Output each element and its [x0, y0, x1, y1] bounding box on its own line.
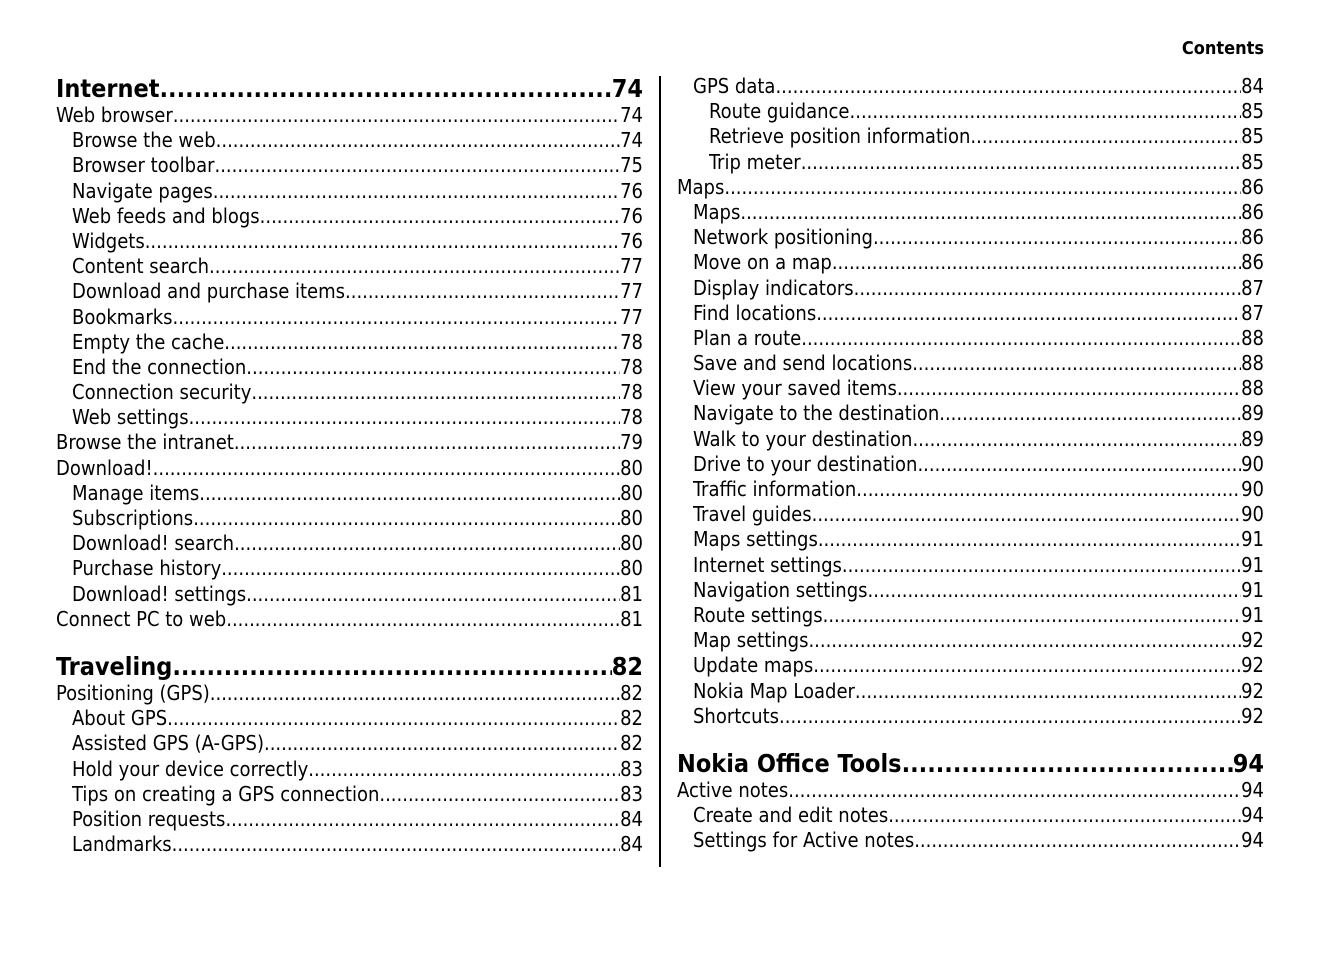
toc-entry-page: 84	[620, 832, 643, 857]
toc-entry-page: 78	[620, 380, 643, 405]
toc-entry-title: Web browser	[56, 103, 173, 127]
toc-entry[interactable]	[56, 456, 643, 481]
dot-leader	[251, 380, 620, 405]
toc-entry-page: 80	[620, 556, 643, 581]
toc-entry[interactable]	[56, 204, 643, 229]
dot-leader	[213, 179, 620, 204]
toc-entry-page: 87	[1241, 300, 1264, 325]
toc-entry-page: 79	[620, 430, 643, 455]
toc-entry-page: 94	[1241, 828, 1264, 853]
dot-leader	[234, 531, 620, 556]
toc-entry[interactable]	[677, 225, 1264, 250]
toc-entry[interactable]	[56, 506, 643, 531]
dot-leader	[193, 506, 620, 531]
toc-entry-title: About GPS	[72, 706, 168, 731]
toc-entry-page: 94	[1241, 803, 1264, 828]
toc-left-column	[56, 74, 643, 857]
toc-entry-title: Trip meter	[709, 149, 801, 174]
dot-leader	[868, 578, 1242, 603]
toc-entry-page: 88	[1241, 376, 1264, 401]
toc-entry-page: 89	[1241, 426, 1264, 451]
toc-entry-page: 85	[1241, 124, 1264, 149]
toc-entry-page: 74	[620, 103, 643, 127]
toc-entry-title: Display indicators	[693, 275, 854, 300]
toc-entry[interactable]	[677, 376, 1264, 401]
dot-leader	[917, 452, 1241, 477]
toc-entry-title: Empty the cache	[72, 329, 225, 354]
toc-entry-title: Shortcuts	[693, 703, 780, 728]
toc-entry-page: 82	[620, 731, 643, 756]
dot-leader	[214, 153, 620, 178]
toc-entry-title: Bookmarks	[72, 304, 173, 329]
toc-entry-page: 86	[1241, 250, 1264, 275]
toc-entry-title: Download!	[56, 455, 153, 480]
toc-entry[interactable]	[677, 150, 1264, 175]
toc-entry-title: Browser toolbar	[72, 153, 215, 178]
toc-entry-title: Assisted GPS (A-GPS)	[72, 731, 264, 756]
toc-entry-title: Nokia Office Tools	[677, 748, 902, 778]
toc-entry-page: 74	[611, 74, 643, 103]
toc-entry[interactable]	[677, 427, 1264, 452]
toc-entry-title: Manage items	[72, 480, 200, 505]
dot-leader	[189, 405, 621, 430]
toc-entry[interactable]	[56, 807, 643, 832]
dot-leader	[856, 477, 1241, 502]
toc-entry-title: Content search	[72, 254, 210, 279]
toc-entry-title: Landmarks	[72, 832, 172, 857]
dot-leader	[167, 706, 620, 731]
toc-entry-page: 76	[620, 228, 643, 253]
dot-leader	[850, 99, 1242, 124]
toc-entry-page: 90	[1241, 477, 1264, 501]
toc-entry[interactable]	[677, 351, 1264, 376]
toc-entry-title: End the connection	[72, 354, 247, 379]
toc-entry[interactable]	[677, 679, 1264, 704]
dot-leader	[226, 607, 620, 632]
toc-chapter-entry[interactable]	[56, 74, 643, 103]
toc-entry-title: Map settings	[693, 628, 809, 653]
toc-entry-page: 82	[620, 706, 643, 731]
toc-entry[interactable]	[677, 74, 1264, 99]
toc-entry[interactable]	[677, 301, 1264, 326]
dot-leader	[873, 225, 1241, 250]
toc-entry-title: Maps	[693, 199, 741, 224]
toc-entry[interactable]	[677, 578, 1264, 603]
toc-entry-title: Browse the web	[72, 128, 216, 153]
toc-entry-page: 92	[1241, 678, 1264, 703]
dot-leader	[724, 175, 1241, 200]
toc-entry-page: 92	[1241, 703, 1264, 728]
dot-leader	[160, 74, 612, 103]
dot-leader	[854, 276, 1241, 301]
toc-entry-page: 84	[1241, 74, 1264, 98]
toc-entry-page: 81	[620, 581, 643, 606]
toc-entry-page: 92	[1241, 653, 1264, 678]
toc-entry-title: Update maps	[693, 653, 814, 678]
toc-entry-page: 77	[620, 304, 643, 329]
toc-entry-title: Travel guides	[693, 502, 812, 527]
dot-leader	[199, 481, 620, 506]
toc-entry-page: 82	[620, 680, 643, 705]
dot-leader	[914, 828, 1241, 853]
toc-entry[interactable]	[56, 279, 643, 304]
toc-entry-title: Subscriptions	[72, 506, 194, 530]
dot-leader	[912, 351, 1241, 376]
toc-entry-page: 88	[1241, 325, 1264, 350]
toc-entry-page: 84	[620, 806, 643, 831]
toc-entry-title: Download! search	[72, 531, 235, 556]
dot-leader	[224, 330, 620, 355]
toc-entry-page: 90	[1241, 451, 1264, 476]
toc-entry[interactable]	[677, 326, 1264, 351]
toc-entry-title: Create and edit notes	[693, 803, 889, 828]
toc-entry[interactable]	[677, 502, 1264, 527]
toc-entry-page: 78	[620, 354, 643, 379]
dot-leader	[939, 401, 1241, 426]
toc-entry-page: 86	[1241, 225, 1264, 250]
toc-entry-title: Maps	[677, 174, 725, 199]
toc-entry-title: Walk to your destination	[693, 426, 913, 451]
dot-leader	[788, 778, 1241, 803]
dot-leader	[173, 305, 621, 330]
dot-leader	[897, 376, 1241, 401]
dot-leader	[153, 456, 620, 481]
toc-entry-page: 86	[1241, 199, 1264, 224]
toc-entry-title: Download and purchase items	[72, 279, 346, 304]
toc-entry-title: Hold your device correctly	[72, 756, 309, 781]
dot-leader	[855, 679, 1241, 704]
toc-entry[interactable]	[56, 832, 643, 857]
toc-entry[interactable]	[677, 704, 1264, 729]
toc-entry-page: 76	[620, 203, 643, 228]
toc-entry[interactable]	[677, 828, 1264, 853]
toc-entry-title: Find locations	[693, 300, 817, 325]
toc-entry[interactable]	[677, 527, 1264, 552]
toc-entry-title: Navigate to the destination	[693, 401, 940, 426]
toc-entry-page: 77	[620, 279, 643, 304]
toc-entry-page: 91	[1241, 602, 1264, 627]
toc-entry-page: 86	[1241, 174, 1264, 199]
toc-entry-page: 82	[611, 651, 643, 681]
toc-entry[interactable]	[677, 124, 1264, 149]
dot-leader	[172, 652, 611, 681]
toc-entry-page: 94	[1232, 748, 1264, 778]
toc-entry-title: Nokia Map Loader	[693, 678, 855, 703]
toc-entry-page: 77	[620, 254, 643, 279]
toc-entry[interactable]	[56, 179, 643, 204]
toc-entry[interactable]	[56, 731, 643, 756]
toc-entry-title: GPS data	[693, 74, 776, 98]
toc-entry-title: Browse the intranet	[56, 430, 234, 455]
column-divider	[659, 76, 661, 867]
toc-entry[interactable]	[56, 556, 643, 581]
toc-entry-title: Drive to your destination	[693, 451, 918, 476]
toc-entry-page: 80	[620, 531, 643, 556]
toc-entry-page: 85	[1241, 99, 1264, 124]
toc-entry-title: Traveling	[56, 651, 173, 681]
toc-entry-title: Connection security	[72, 380, 252, 405]
toc-entry[interactable]	[677, 803, 1264, 828]
dot-leader	[172, 832, 620, 857]
dot-leader	[813, 653, 1241, 678]
dot-leader	[246, 355, 620, 380]
dot-leader	[816, 301, 1241, 326]
toc-entry[interactable]	[677, 452, 1264, 477]
toc-entry-page: 75	[620, 153, 643, 178]
toc-entry[interactable]	[56, 531, 643, 556]
toc-entry-page: 81	[620, 606, 643, 631]
toc-entry-page: 76	[620, 178, 643, 203]
toc-entry-title: Route settings	[693, 602, 823, 627]
dot-leader	[888, 803, 1241, 828]
dot-leader	[246, 582, 620, 607]
toc-entry-title: Network positioning	[693, 225, 873, 250]
dot-leader	[210, 681, 620, 706]
toc-entry-page: 92	[1241, 628, 1264, 653]
dot-leader	[379, 782, 620, 807]
toc-entry[interactable]	[677, 200, 1264, 225]
toc-entry[interactable]	[56, 405, 643, 430]
toc-entry-title: Positioning (GPS)	[56, 680, 210, 705]
page-header: Contents	[1181, 38, 1264, 59]
toc-entry-page: 90	[1241, 502, 1264, 527]
toc-entry-title: Maps settings	[693, 527, 818, 552]
dot-leader	[145, 229, 620, 254]
toc-entry-page: 91	[1241, 552, 1264, 577]
toc-entry-page: 83	[620, 756, 643, 781]
toc-entry-title: Position requests	[72, 806, 226, 831]
toc-entry[interactable]	[56, 681, 643, 706]
toc-entry[interactable]	[56, 481, 643, 506]
dot-leader	[779, 704, 1241, 729]
toc-entry-page: 91	[1241, 527, 1264, 552]
toc-entry-title: Internet settings	[693, 552, 842, 577]
toc-entry-title: Web feeds and blogs	[72, 203, 260, 228]
toc-entry[interactable]	[56, 128, 643, 153]
toc-entry[interactable]	[677, 628, 1264, 653]
toc-entry-title: Internet	[56, 74, 160, 103]
dot-leader	[740, 200, 1241, 225]
toc-entry-title: Route guidance	[709, 99, 850, 124]
toc-entry-title: Download! settings	[72, 581, 247, 606]
toc-entry[interactable]	[56, 430, 643, 455]
dot-leader	[812, 502, 1242, 527]
toc-entry-page: 88	[1241, 351, 1264, 376]
toc-entry[interactable]	[56, 782, 643, 807]
dot-leader	[842, 553, 1241, 578]
dot-leader	[902, 749, 1233, 778]
dot-leader	[260, 204, 620, 229]
dot-leader	[832, 250, 1241, 275]
toc-entry-title: View your saved items	[693, 376, 897, 401]
toc-entry-page: 83	[620, 781, 643, 806]
toc-entry[interactable]	[56, 706, 643, 731]
toc-entry[interactable]	[56, 582, 643, 607]
toc-entry[interactable]	[677, 250, 1264, 275]
toc-entry-page: 78	[620, 329, 643, 354]
toc-entry-title: Tips on creating a GPS connection	[72, 781, 380, 806]
toc-entry-title: Save and send locations	[693, 351, 913, 376]
toc-entry-page: 80	[620, 506, 643, 530]
toc-entry-page: 74	[620, 128, 643, 153]
dot-leader	[823, 603, 1242, 628]
dot-leader	[808, 628, 1241, 653]
toc-entry[interactable]	[677, 401, 1264, 426]
toc-entry[interactable]	[677, 276, 1264, 301]
toc-entry[interactable]	[677, 778, 1264, 803]
dot-leader	[801, 326, 1241, 351]
dot-leader	[216, 128, 620, 153]
toc-entry-title: Purchase history	[72, 556, 222, 581]
toc-entry[interactable]	[56, 330, 643, 355]
toc-entry[interactable]	[677, 653, 1264, 678]
toc-entry-title: Active notes	[677, 777, 789, 802]
dot-leader	[225, 807, 620, 832]
dot-leader	[173, 103, 620, 128]
toc-entry[interactable]	[677, 553, 1264, 578]
toc-entry-title: Settings for Active notes	[693, 828, 915, 853]
toc-entry-title: Navigate pages	[72, 178, 213, 203]
dot-leader	[912, 427, 1241, 452]
toc-entry[interactable]	[56, 380, 643, 405]
toc-entry-title: Retrieve position information	[709, 124, 971, 149]
toc-entry[interactable]	[677, 477, 1264, 502]
toc-entry[interactable]	[677, 175, 1264, 200]
dot-leader	[818, 527, 1241, 552]
toc-entry[interactable]	[56, 229, 643, 254]
dot-leader	[308, 757, 620, 782]
toc-entry-title: Plan a route	[693, 325, 802, 350]
toc-entry[interactable]	[56, 757, 643, 782]
toc-entry[interactable]	[677, 99, 1264, 124]
toc-entry-title: Widgets	[72, 228, 145, 253]
dot-leader	[234, 430, 620, 455]
toc-entry-page: 89	[1241, 401, 1264, 426]
toc-entry[interactable]	[56, 305, 643, 330]
toc-entry-title: Web settings	[72, 405, 189, 430]
toc-entry[interactable]	[56, 254, 643, 279]
toc-entry-page: 91	[1241, 577, 1264, 602]
toc-entry-page: 80	[620, 455, 643, 480]
dot-leader	[801, 150, 1241, 175]
toc-entry[interactable]	[677, 603, 1264, 628]
toc-entry-page: 87	[1241, 275, 1264, 300]
toc-entry-title: Navigation settings	[693, 577, 868, 602]
dot-leader	[264, 731, 620, 756]
toc-entry[interactable]	[56, 607, 643, 632]
toc-entry-title: Connect PC to web	[56, 606, 227, 631]
toc-entry[interactable]	[56, 103, 643, 128]
toc-entry-page: 85	[1241, 149, 1264, 174]
toc-entry-page: 78	[620, 405, 643, 430]
dot-leader	[970, 124, 1241, 149]
dot-leader	[775, 74, 1241, 99]
toc-chapter-entry[interactable]	[677, 749, 1264, 778]
toc-entry-page: 94	[1241, 777, 1264, 802]
toc-entry-page: 80	[620, 480, 643, 505]
toc-chapter-entry[interactable]	[56, 652, 643, 681]
toc-entry[interactable]	[56, 153, 643, 178]
toc-entry-title: Traffic information	[693, 477, 857, 501]
dot-leader	[209, 254, 620, 279]
toc-entry-title: Move on a map	[693, 250, 832, 275]
dot-leader	[221, 556, 620, 581]
dot-leader	[345, 279, 620, 304]
toc-entry[interactable]	[56, 355, 643, 380]
toc-right-column	[677, 74, 1264, 853]
